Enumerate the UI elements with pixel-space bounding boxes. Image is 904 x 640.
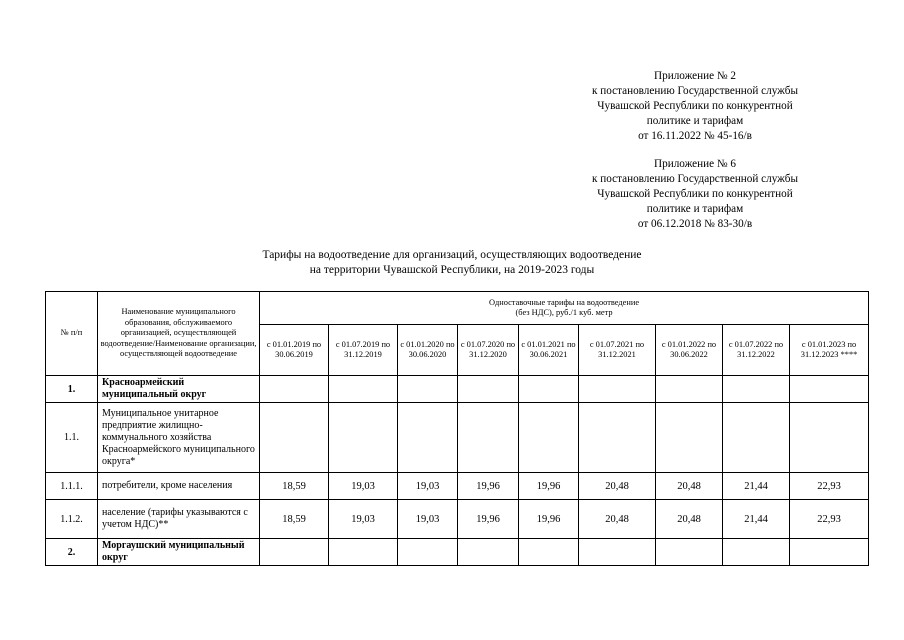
appendix-line: политике и тарифам [646,115,744,127]
tariff-value [656,376,723,403]
header-period: с 01.07.2020 по 31.12.2020 [458,325,519,376]
tariff-value: 19,96 [519,500,579,539]
tariff-value [329,376,398,403]
appendix-line: Приложение № 6 [654,158,736,170]
title-line: Тарифы на водоотведение для организаций, осуществляющих водоотведение [262,249,642,261]
header-period: с 01.07.2019 по 31.12.2019 [329,325,398,376]
row-number: 1.1. [46,403,98,473]
header-period: с 01.01.2022 по 30.06.2022 [656,325,723,376]
header-period: с 01.07.2022 по 31.12.2022 [723,325,790,376]
tariff-value [723,539,790,566]
tariff-value [579,403,656,473]
tariff-value: 20,48 [579,500,656,539]
header-period: с 01.01.2020 по 30.06.2020 [398,325,458,376]
tariff-value [260,376,329,403]
tariff-value [723,376,790,403]
header-period: с 01.01.2021 по 30.06.2021 [519,325,579,376]
appendix-line: Чувашской Республики по конкурентной [597,100,793,112]
row-name: Моргаушский муниципальный округ [98,539,260,566]
tariff-value [519,376,579,403]
appendix-line: к постановлению Государственной службы [592,173,798,185]
row-name: Красноармейский муниципальный округ [98,376,260,403]
header-period: с 01.07.2021 по 31.12.2021 [579,325,656,376]
tariff-value [790,376,869,403]
tariff-value [656,539,723,566]
header-group-line: Одноставочные тарифы на водоотведение [489,297,640,307]
appendix-line: к постановлению Государственной службы [592,85,798,97]
tariff-value [398,376,458,403]
tariff-value: 18,59 [260,473,329,500]
header-num: № п/п [46,292,98,376]
tariff-value [260,539,329,566]
appendix-line: от 06.12.2018 № 83-30/в [637,218,753,230]
appendix-line: Чувашской Республики по конкурентной [597,188,793,200]
row-name: потребители, кроме населения [98,473,260,500]
tariff-value: 20,48 [579,473,656,500]
tariff-value [329,539,398,566]
row-name: Муниципальное унитарное предприятие жилищно-коммунального хозяйства Красноармейского муниципального округа* [98,403,260,473]
tariff-table [45,291,869,566]
header-period: с 01.01.2023 по 31.12.2023 **** [790,325,869,376]
document-title [0,248,904,278]
header-group-line: (без НДС), руб./1 куб. метр [515,308,613,317]
tariff-value: 21,44 [723,473,790,500]
tariff-value [458,539,519,566]
tariff-value: 18,59 [260,500,329,539]
tariff-value: 20,48 [656,473,723,500]
tariff-value: 19,03 [398,500,458,539]
tariff-value [458,376,519,403]
appendix-line: от 16.11.2022 № 45-16/в [638,130,752,142]
appendix-header-2 [560,157,830,232]
tariff-value: 19,96 [458,473,519,500]
header-period: с 01.01.2019 по 30.06.2019 [260,325,329,376]
table-row [46,539,869,566]
title-line: на территории Чувашской Республики, на 2019-2023 годы [309,264,595,276]
tariff-value [656,403,723,473]
tariff-value [579,539,656,566]
tariff-value: 19,03 [329,500,398,539]
header-name: Наименование муниципального образования, обслуживаемого организацией, осуществляющей водоотведение/Наименование организации, осуществляющей водоотведение [98,292,260,376]
tariff-value [579,376,656,403]
tariff-value [790,403,869,473]
tariff-value [398,539,458,566]
appendix-header-1 [560,69,830,144]
tariff-value [723,403,790,473]
tariff-value: 19,96 [519,473,579,500]
tariff-value [398,403,458,473]
tariff-value: 22,93 [790,500,869,539]
tariff-value [260,403,329,473]
table-row [46,473,869,500]
tariff-value [458,403,519,473]
row-number: 1.1.2. [46,500,98,539]
tariff-value: 20,48 [656,500,723,539]
table-row [46,376,869,403]
tariff-value [519,403,579,473]
table-row [46,500,869,539]
tariff-value: 19,96 [458,500,519,539]
tariff-value [790,539,869,566]
tariff-value [519,539,579,566]
tariff-value: 21,44 [723,500,790,539]
row-number: 1. [46,376,98,403]
appendix-line: политике и тарифам [646,203,744,215]
row-number: 2. [46,539,98,566]
header-tariff-group [260,292,869,325]
table-row [46,403,869,473]
row-number: 1.1.1. [46,473,98,500]
appendix-line: Приложение № 2 [654,70,736,82]
tariff-value: 22,93 [790,473,869,500]
row-name: население (тарифы указываются с учетом НДС)** [98,500,260,539]
tariff-value: 19,03 [329,473,398,500]
tariff-value [329,403,398,473]
tariff-value: 19,03 [398,473,458,500]
